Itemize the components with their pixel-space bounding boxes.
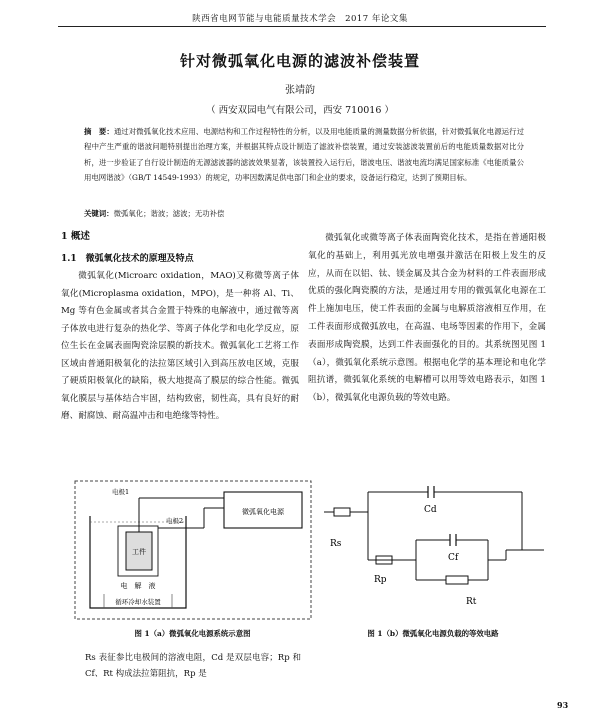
abstract <box>84 124 524 185</box>
figure-1a-schematic <box>74 480 312 620</box>
left-paragraph: 微弧氧化(Microarc oxidation，MAO)又称微等离子体氧化(Microplasma oxidation，MPO)，是一种将 Al、Ti、Mg 等有色金属或者其合金置于特殊的电解液中，通过微等离子体放电进行复杂的热化学、等离子体化学和电化学反应，原位生长在金属表面陶瓷涂层膜的新技术。微弧氧化工艺将工作区域由普通阳极氧化的法拉第区域引入到高压放电区域，克服了硬质阳极氧化的缺陷，极大地提高了膜层的综合性能。微弧氧化膜层与基体结合牢固，结构致密，韧性高，具有良好的耐磨、耐腐蚀、耐高温冲击和电绝缘等特性。 <box>61 271 299 421</box>
header-rule <box>58 26 546 27</box>
figure-1b-caption: 图 1（b）微弧氧化电源负载的等效电路 <box>367 629 499 638</box>
section-heading: 1 概述 <box>61 231 90 242</box>
author: 张靖韵 <box>285 85 315 96</box>
rp-label: Rp <box>374 575 387 585</box>
rs-label: Rs <box>330 539 342 549</box>
cf-label: Cf <box>448 553 459 563</box>
power-supply-label: 微弧氧化电源 <box>242 508 284 516</box>
left-column <box>61 228 299 426</box>
affiliation: （ 西安双园电气有限公司，西安 710016 ） <box>206 105 394 116</box>
tank-label: 电 解 液 <box>120 582 156 590</box>
figure-1a-caption: 图 1（a）微弧氧化电源系统示意图 <box>134 629 251 638</box>
resistor-rt <box>446 576 468 584</box>
subsection-heading: 1.1 微弧氧化技术的原理及特点 <box>61 254 194 264</box>
keywords-label: 关键词： <box>84 209 114 218</box>
resistor-rs <box>334 508 350 516</box>
keywords-text: 微弧氧化；谐波；滤波；无功补偿 <box>113 209 225 218</box>
page-number: 93 <box>557 700 569 710</box>
electrode2-label: 电极2 <box>166 517 184 525</box>
figure-1b-circuit <box>316 482 550 622</box>
cd-label: Cd <box>424 505 437 515</box>
keywords <box>84 208 524 219</box>
rt-label: Rt <box>466 597 477 607</box>
cooling-label: 循环冷却水装置 <box>115 598 161 606</box>
abstract-text: 通过对微弧氧化技术应用、电源结构和工作过程特性的分析，以及用电能质量的测量数据分析依据，针对微弧氧化电源运行过程中产生严重的谐波问题特别提出治理方案，并根据其特点设计制造了滤波补偿装置，通过安装滤波装置前后的电能质量数据对比分析，进一步验证了自行设计制造的无源滤波器的滤波效果显著，该装置投入运行后，谐波电压、谐波电流均满足国家标准《电能质量公用电网谐波》（GB/T 14549-1993）的规定，功率因数满足供电部门和企业的要求，设备运行稳定，达到了预期目标。 <box>84 127 524 182</box>
right-column <box>308 228 546 408</box>
abstract-label: 摘 要： <box>84 127 114 136</box>
running-header: 陕西省电网节能与电能质量技术学会 2017 年论文集 <box>192 14 408 24</box>
paper-title: 针对微弧氧化电源的滤波补偿装置 <box>179 52 420 70</box>
electrode1-label: 电极1 <box>112 488 130 496</box>
workpiece-label: 工件 <box>132 548 146 556</box>
right-paragraph: 微弧氧化或微等离子体表面陶瓷化技术，是指在普通阳极氧化的基础上，利用弧光放电增强并激活在阳极上发生的反应，从而在以铝、钛、镁金属及其合金为材料的工件表面形成优质的强化陶瓷膜的方法，是通过用专用的微弧氧化电源在工件上施加电压，使工件表面的金属与电解质溶液相互作用，在工件表面形成微弧放电，在高温、电场等因素的作用下，金属表面形成陶瓷膜，达到工件表面强化的目的。其系统图见图 1（a），微弧氧化系统示意图。根据电化学的基本理论和电化学阻抗谱，微弧氧化系统的电解槽可以用等效电路表示，如图 1（b），微弧氧化电源负载的等效电路。 <box>308 233 546 404</box>
bottom-paragraph: Rs 表征参比电极间的溶液电阻，Cd 是双层电容；Rp 和 Cf、Rt 构成法拉第阻抗，Rp 是 <box>85 653 301 679</box>
